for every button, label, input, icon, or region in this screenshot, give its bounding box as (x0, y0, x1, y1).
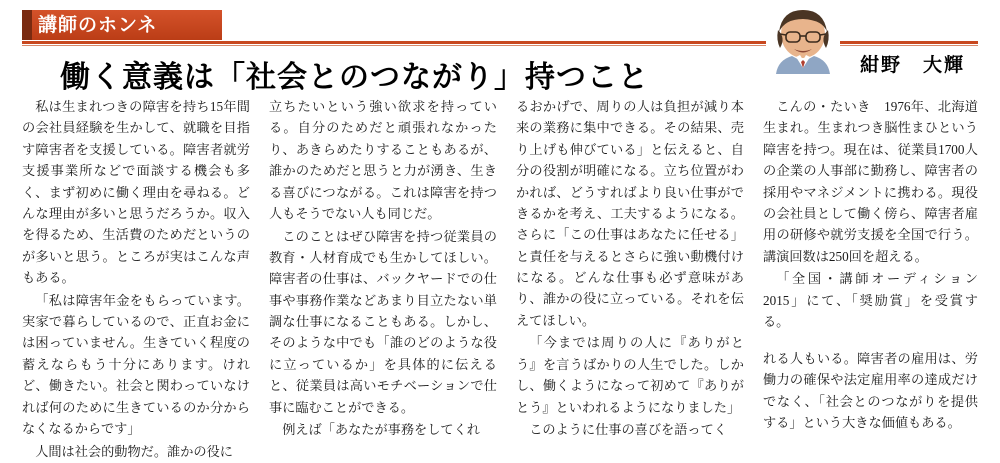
paragraph: るおかげで、周りの人は負担が減り本来の業務に集中できる。その結果、売り上げも伸びている」と伝えると、自分の役割が明確になる。立ち位置がわかれば、どうすればより良い仕事ができるかを考え、工夫するようになる。さらに「この仕事はあなたに任せる」と責任を与えるとさらに強い動機付けになる。どんな仕事も必ず意味があり、誰かの役に立っている。それを伝えてほしい。 (516, 99, 744, 328)
column-gap (763, 334, 978, 348)
author-name: 紺野 大輝 (860, 54, 966, 76)
page-title: 働く意義は「社会とのつながり」持つこと (60, 60, 649, 95)
author-bio-paragraph: こんの・たいき 1976年、北海道生まれ。生まれつき脳性まひという障害を持つ。現在は、従業員1700人の企業の人事部に勤務し、障害者の採用やマネジメントに携わる。現役の会社員として働く傍ら、障害者雇用の研修や就労支援を全国で行う。講演回数は250回を超える。 (763, 99, 978, 264)
paragraph: このことはぜひ障害を持つ従業員の教育・人材育成でも生かしてほしい。障害者の仕事は、バックヤードでの仕事や事務作業などあまり目立たない単調な仕事になることもある。しかし、そのような中でも「誰のどのような役に立っているか」を具体的に伝えると、従業員は高いモチベーションで仕事に臨むことができる。 (269, 228, 497, 415)
column-3 (516, 96, 744, 442)
article-columns (22, 96, 978, 459)
paragraph: 例えば「あなたが事務をしてくれ (282, 422, 480, 438)
avatar (766, 8, 840, 74)
banner-label: 講師のホンネ (38, 14, 158, 36)
column-2 (269, 96, 497, 442)
paragraph: このように仕事の喜びを語ってく (529, 422, 727, 438)
paragraph: 人間は社会的動物だ。誰かの役に (35, 443, 233, 459)
column-4-profile (763, 96, 978, 435)
paragraph: 立ちたいという強い欲求を持っている。自分のためだと頑張れなかったり、あきらめたりすることもあるが、誰かのためだと思うと力が湧き、生きる喜びにつながる。これは障害を持つ人もそうでない人も同じだ。 (269, 99, 497, 221)
author-award-paragraph: 「全国・講師オーディション2015」にて、「奨励賞」を受賞する。 (763, 271, 978, 330)
paragraph: 「私は障害年金をもらっています。実家で暮らしているので、正直お金には困っていません。生きていく程度の蓄えならもう十分にあります。けれど、働きたい。社会と関わっていなければ何のために生きているのか分からなくなるからです」 (22, 292, 250, 436)
paragraph: 私は生まれつきの障害を持ち15年間の会社員経験を生かして、就職を目指す障害者を支援している。障害者就労支援事業所などで面談する機会も多く、まず初めに働く理由を尋ねる。どんな理由が多いと思うだろうか。収入を得るため、生活費のためだというのが多いと思う。ところが実はこんな声もある。 (22, 99, 250, 285)
column-1 (22, 96, 250, 463)
paragraph: れる人もいる。障害者の雇用は、労働力の確保や法定雇用率の達成だけでなく、「社会とのつながりを提供する」という大きな価値もある。 (763, 350, 978, 430)
banner-left-accent (22, 10, 32, 40)
paragraph: 「今までは周りの人に『ありがとう』を言うばかりの人生でした。しかし、働くようになって初めて『ありがとう』といわれるようになりました」 (516, 335, 744, 415)
